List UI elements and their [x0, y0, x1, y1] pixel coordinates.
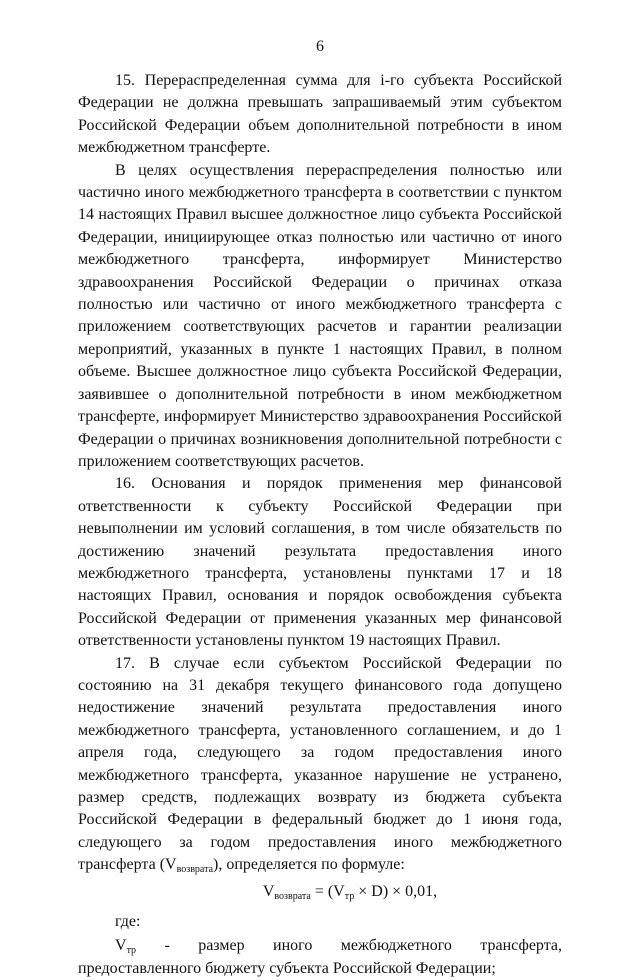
paragraph-17-v-open: (V [155, 856, 177, 874]
where-label: где: [115, 913, 141, 931]
paragraph-17-v-close: ), определяется по формуле: [213, 856, 405, 874]
formula-tr-subscript: тр [344, 890, 355, 902]
paragraph-redistribution: В целях осуществления перераспределения полностью или частично иного межбюджетного трансферта в соответствии с пунктом 14 настоящих Правил высшее должностное лицо субъекта Российской Федерации, инициирующее отказ полностью или частично от иного межбюджетного трансферта, информирует Министерство здравоохранения Российской Федерации о причинах отказа полностью или частично от иного межбюджетного трансферта с приложением соответствующих расчетов и гарантии реализации мероприятий, указанных в пункте 1 настоящих Правил, в полном объеме. Высшее должностное лицо субъекта Российской Федерации, заявившее о дополнительной потребности в ином межбюджетном трансферте, информирует Министерство здравоохранения Российской Федерации о причинах возникновения дополнительной потребности с приложением соответствующих расчетов. [78, 161, 562, 470]
page-number: 6 [316, 38, 324, 55]
return-formula [78, 881, 562, 903]
formula-rest: × D) × 0,01, [354, 882, 438, 900]
paragraph-16: 16. Основания и порядок применения мер финансовой ответственности к субъекту Российской Федерации при невыполнении им условий соглашения, в том числе обязательств по достижению значений результата предоставления иного межбюджетного трансферта, установлены пунктами 17 и 18 настоящих Правил, основания и порядок освобождения субъекта Российской Федерации от применения указанных мер финансовой ответственности установлены пунктом 19 настоящих Правил. [78, 475, 562, 650]
formula-eq-open: = (V [310, 882, 345, 900]
paragraph-15: 15. Перераспределенная сумма для i-го субъекта Российской Федерации не должна превышать запрашиваемый этим субъектом Российской Федерации объем дополнительной потребности в ином межбюджетном трансферте. [78, 72, 562, 157]
formula-lhs-var: V [262, 882, 275, 900]
paragraph-17-v-subscript: возврата [176, 864, 214, 876]
definition-subscript: тр [126, 945, 137, 957]
paragraph-17-text: 17. В случае если субъектом Российской Федерации по состоянию на 31 декабря текущего финансового года допущено недостижение значений результата предоставления иного межбюджетного трансферта, установленного соглашением, и до 1 апреля года, следующего за годом предоставления иного межбюджетного трансферта, указанное нарушение не устранено, размер средств, подлежащих возврату из бюджета субъекта Российской Федерации в федеральный бюджет до 1 июня года, следующего за годом предоставления иного межбюджетного трансферта [78, 654, 562, 874]
paragraph-17 [78, 653, 562, 877]
document-body [78, 70, 562, 980]
definition-var: V [115, 937, 127, 955]
formula-lhs-subscript: возврата [274, 890, 311, 902]
definition-text: - размер иного межбюджетного трансферта, предоставленного бюджету субъекта Российской Федерации; [78, 937, 562, 977]
definition-v-tr [78, 935, 562, 980]
